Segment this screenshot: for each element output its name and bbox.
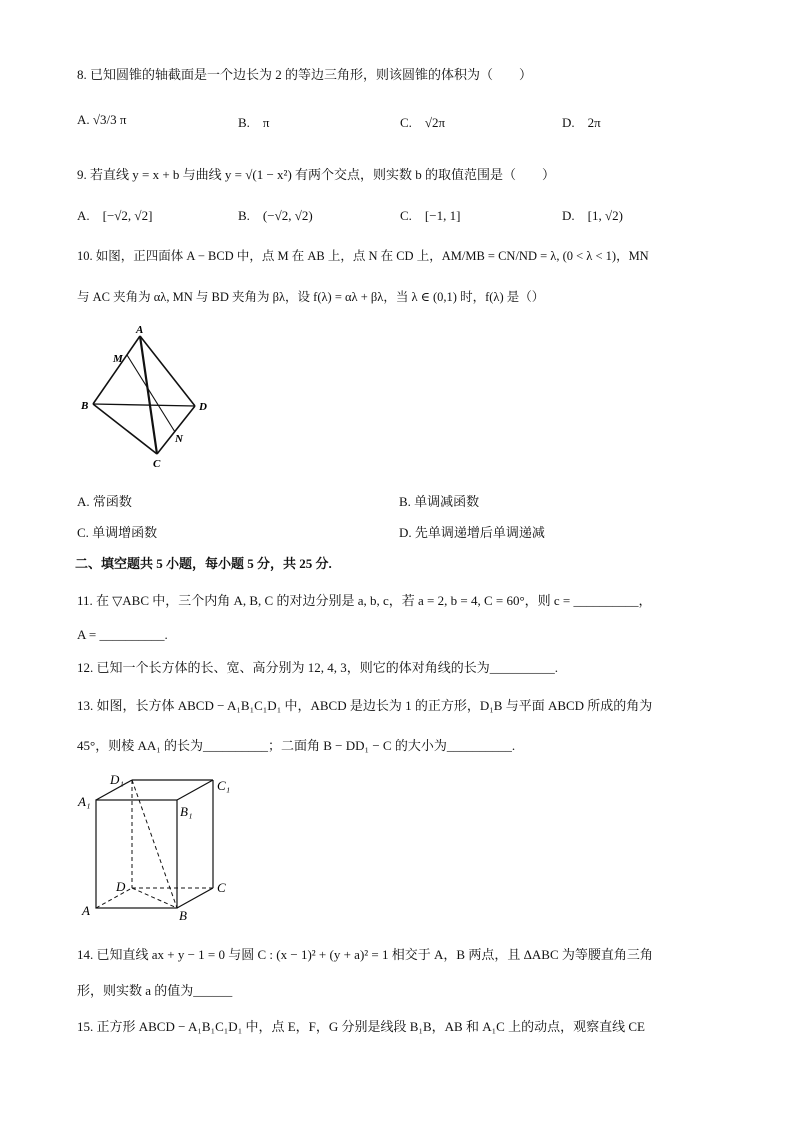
q10-stem-line2: 与 AC 夹角为 αλ, MN 与 BD 夹角为 βλ，设 f(λ) = αλ + βλ，当 λ ∈ (0,1) 时，f(λ) 是（） — [77, 290, 545, 304]
q10-stem-line1: 10. 如图，正四面体 A − BCD 中，点 M 在 AB 上，点 N 在 CD 上，AM/MB = CN/ND = λ, (0 < λ < 1)，MN — [77, 249, 649, 263]
q15-line1: 15. 正方形 ABCD − A₁B₁C₁D₁ 中，点 E，F，G 分别是线段 B₁B，AB 和 A₁C 上的动点，观察直线 CE — [77, 1019, 645, 1034]
tetra-label-m: M — [113, 353, 123, 365]
section-2-heading: 二、填空题共 5 小题，每小题 5 分，共 25 分. — [75, 556, 332, 571]
q8-option-c: C. √2π — [400, 115, 446, 130]
q10-option-a: A. 常函数 — [77, 494, 132, 509]
q10-option-d: D. 先单调递增后单调递减 — [399, 525, 545, 540]
q14-line2: 形，则实数 a 的值为______ — [77, 983, 233, 998]
cuboid-label-c1: C₁ — [217, 778, 231, 793]
q9-option-a: A. [−√2, √2] — [77, 208, 153, 223]
q9-option-b: B. (−√2, √2) — [238, 208, 313, 223]
cuboid-figure — [76, 768, 246, 924]
q8-option-a: A. √3/3 π — [77, 112, 127, 127]
q14-line1: 14. 已知直线 ax + y − 1 = 0 与圆 C : (x − 1)² + (y + a)² = 1 相交于 A，B 两点，且 ΔABC 为等腰直角三角 — [77, 947, 653, 962]
q10-option-c: C. 单调增函数 — [77, 525, 158, 540]
tetra-label-n: N — [175, 433, 183, 445]
tetra-label-c: C — [153, 458, 161, 470]
cuboid-label-c: C — [217, 880, 226, 895]
q12-stem: 12. 已知一个长方体的长、宽、高分别为 12, 4, 3，则它的体对角线的长为__________. — [77, 660, 559, 675]
cuboid-label-a1: A₁ — [78, 794, 91, 809]
q13-line1: 13. 如图，长方体 ABCD − A₁B₁C₁D₁ 中，ABCD 是边长为 1 的正方形，D₁B 与平面 ABCD 所成的角为 — [77, 698, 653, 713]
cuboid-label-b1: B₁ — [180, 804, 193, 819]
q9-stem: 9. 若直线 y = x + b 与曲线 y = √(1 − x²) 有两个交点，则实数 b 的取值范围是（ ） — [77, 167, 556, 182]
tetra-label-b: B — [81, 400, 89, 412]
q9-option-d: D. [1, √2) — [562, 208, 623, 223]
q10-option-b: B. 单调减函数 — [399, 494, 480, 509]
q11-line1: 11. 在 ▽ABC 中，三个内角 A, B, C 的对边分别是 a, b, c，若 a = 2, b = 4, C = 60°，则 c = __________， — [77, 593, 652, 608]
tetra-label-d: D — [199, 401, 207, 413]
cuboid-label-b: B — [179, 908, 187, 923]
q9-option-c: C. [−1, 1] — [400, 208, 461, 223]
cuboid-label-a: A — [82, 903, 90, 918]
tetrahedron-figure — [75, 322, 225, 472]
q8-option-d: D. 2π — [562, 115, 601, 130]
tetra-label-a: A — [136, 324, 144, 336]
q11-line2: A = __________. — [77, 627, 168, 642]
cuboid-label-d: D — [116, 879, 126, 894]
q8-stem: 8. 已知圆锥的轴截面是一个边长为 2 的等边三角形，则该圆锥的体积为（ ） — [77, 67, 533, 82]
q8-option-b: B. π — [238, 115, 270, 130]
cuboid-label-d1: D₁ — [110, 772, 124, 787]
q13-line2: 45°，则棱 AA₁ 的长为__________；二面角 B − DD₁ − C 的大小为__________. — [77, 738, 516, 753]
